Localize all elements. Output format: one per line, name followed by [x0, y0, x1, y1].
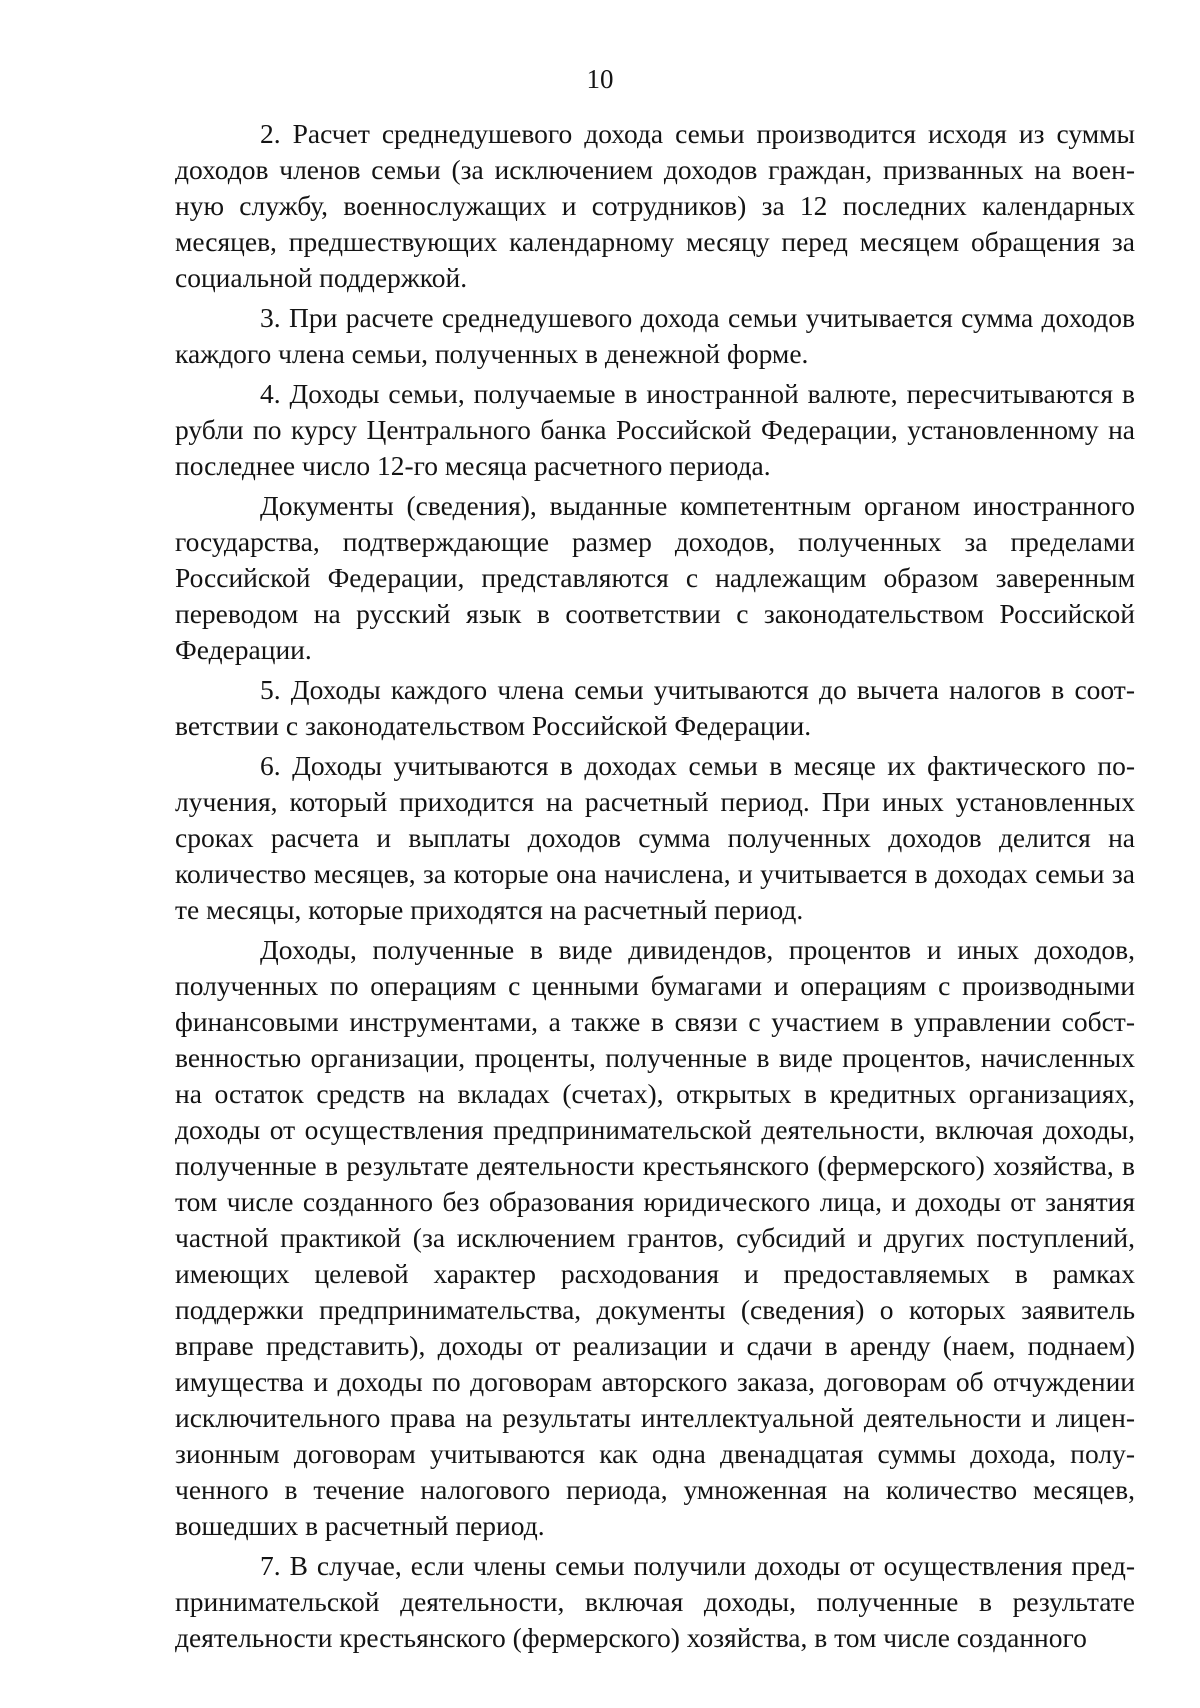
- paragraph-3-cash-income: 3. При расчете среднедушевого дохода семьи учитывается сумма доходов каждого члена семьи, полученных в денежной форме.: [175, 302, 1135, 369]
- paragraph-foreign-documents: Документы (сведения), выданные компетентным органом иностранного государства, подтверждающие размер доходов, полученных за пределами Российской Федерации, представляются с надлежащим образом заверенным переводом на русский язык в соответствии с законодательством Российской Федерации.: [175, 490, 1135, 665]
- paragraph-dividends-business-income: Доходы, полученные в виде дивидендов, процентов и иных доходов, полученных по операциям с ценными бумагами и операциям с производными финансовыми инструментами, а также в связи с участием в управлении собственностью организации, проценты, полученные в виде процентов, начисленных на остаток средств на вкладах (счетах), открытых в кредитных организациях, доходы от осуществления предпринимательской деятельности, включая доходы, полученные в результате деятельности крестьянского (фермерского) хозяйства, в том числе созданного без образования юридического лица, и доходы от занятия частной практикой (за исключением грантов, субсидий и других поступлений, имеющих целевой характер расходования и предоставляемых в рамках поддержки предпринимательства, документы (сведения) о которых заявитель вправе представить), доходы от реализации и сдачи в аренду (наем, поднаем) имущества и доходы по договорам авторского заказа, договорам об отчуждении исключительного права на результаты интеллектуальной деятельности и лицензионным договорам учитываются как одна двенадцатая суммы дохода, полученного в течение налогового периода, умноженная на количество месяцев, вошедших в расчетный период.: [175, 934, 1135, 1541]
- document-body: [175, 116, 1135, 1656]
- paragraph-6-actual-receipt: 6. Доходы учитываются в доходах семьи в месяце их фактического получения, который приходится на расчетный период. При иных установленных сроках расчета и выплаты доходов сумма полученных доходов делится на количество месяцев, за которые она начислена, и учитывается в доходах семьи за те месяцы, которые приходятся на расчетный период.: [175, 750, 1135, 925]
- paragraph-2-income-calculation: 2. Расчет среднедушевого дохода семьи производится исходя из суммы доходов членов семьи (за исключением доходов граждан, призванных на военную службу, военнослужащих и сотрудников) за 12 последних календарных месяцев, предшествующих календарному месяцу перед месяцем обращения за социальной поддержкой.: [175, 118, 1135, 293]
- paragraph-4-foreign-currency: 4. Доходы семьи, получаемые в иностранной валюте, пересчитываются в рубли по курсу Центрального банка Российской Федерации, установленному на последнее число 12-го месяца расчетного периода.: [175, 378, 1135, 481]
- paragraph-7-entrepreneurship: 7. В случае, если члены семьи получили доходы от осуществления предпринимательской деятельности, включая доходы, полученные в результате деятельности крестьянского (фермерского) хозяйства, в том числе созданного: [175, 1550, 1135, 1653]
- paragraph-5-before-taxes: 5. Доходы каждого члена семьи учитываются до вычета налогов в соответствии с законодательством Российской Федерации.: [175, 674, 1135, 741]
- page-number: 10: [586, 64, 614, 94]
